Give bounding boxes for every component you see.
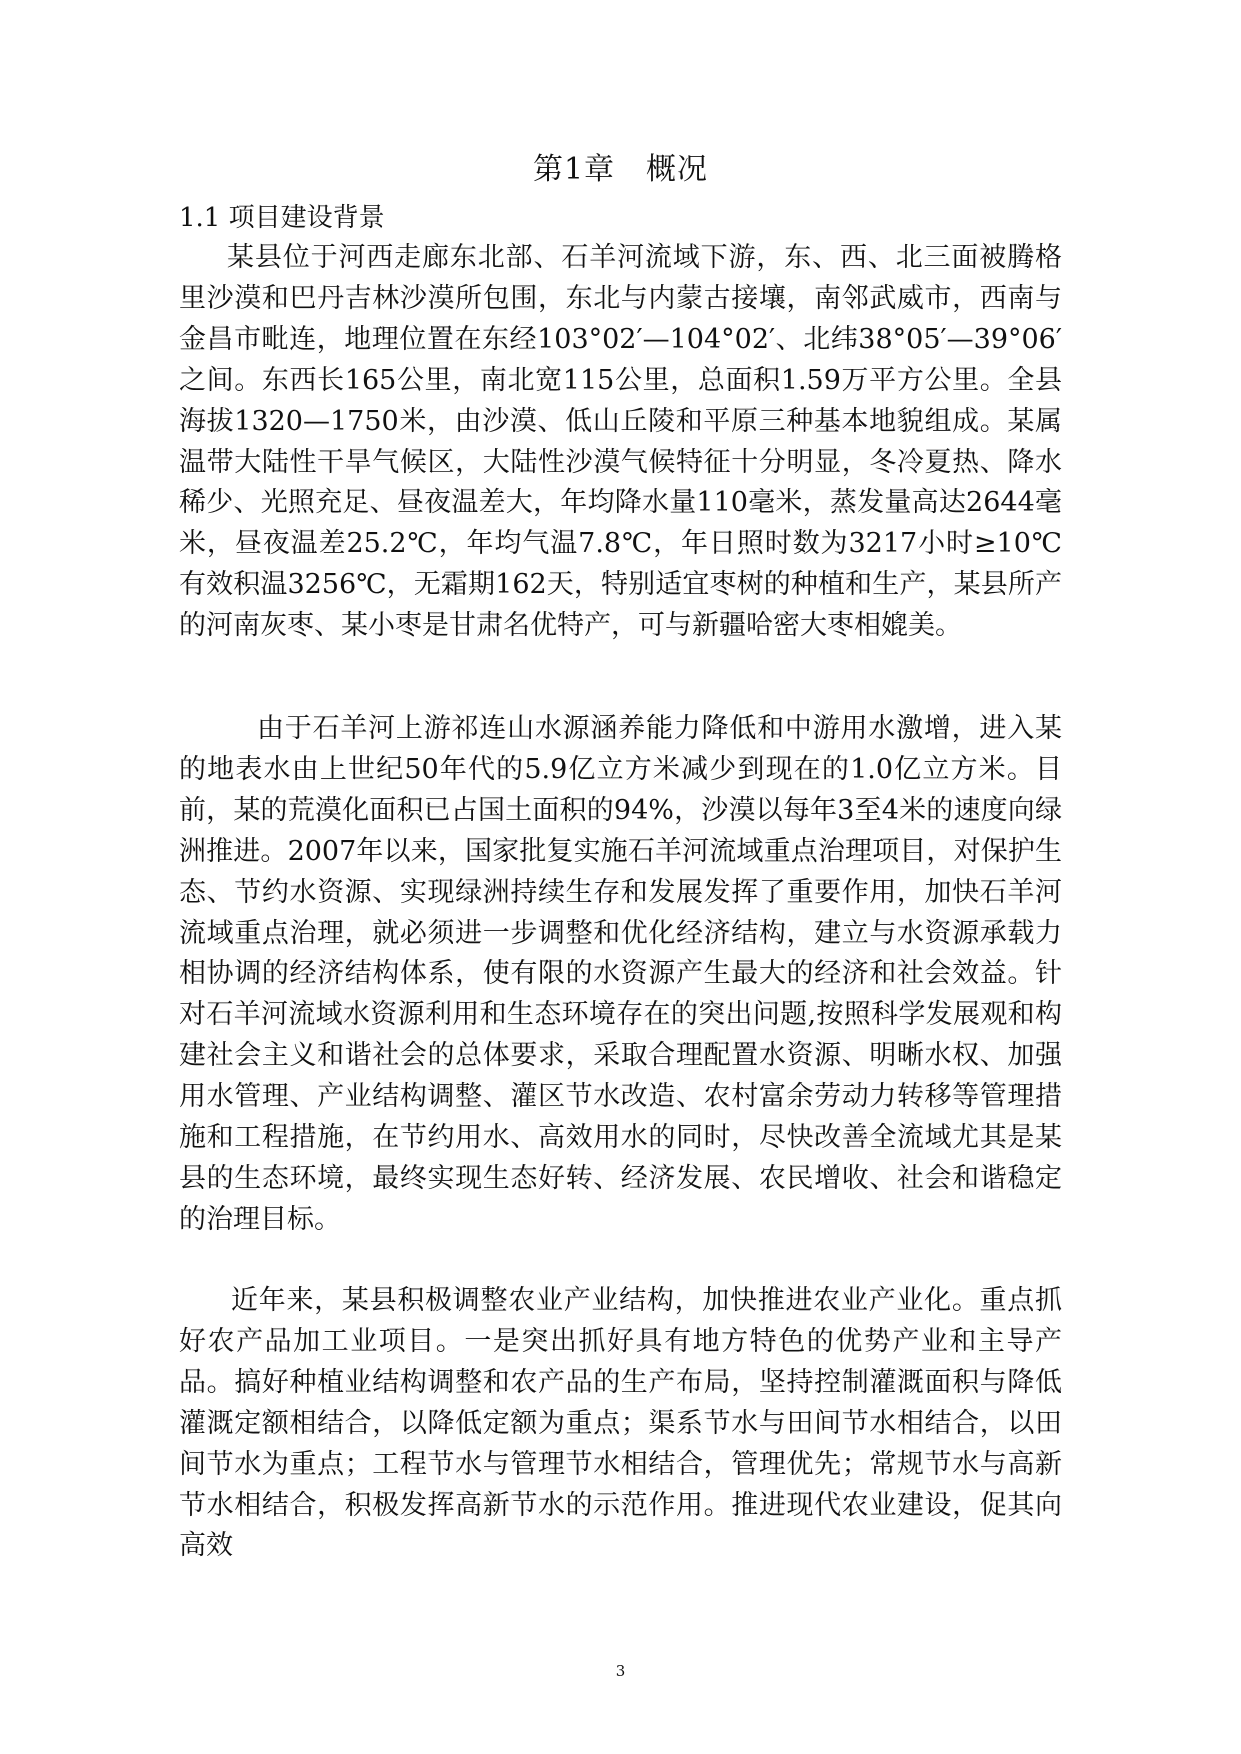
paragraph-geography: 某县位于河西走廊东北部、石羊河流域下游，东、西、北三面被腾格里沙漠和巴丹吉林沙漠所包围，东北与内蒙古接壤，南邻武威市，西南与金昌市毗连，地理位置在东经103°02′—104°02′、北纬38°05′—39°06′之间。东西长165公里，南北宽115公里，总面积1.59万平方公里。全县海拔1320—1750米，由沙漠、低山丘陵和平原三种基本地貌组成。某属温带大陆性干旱气候区，大陆性沙漠气候特征十分明显，冬冷夏热、降水稀少、光照充足、昼夜温差大，年均降水量110毫米，蒸发量高达2644毫米，昼夜温差25.2℃，年均气温7.8℃，年日照时数为3217小时≥10℃有效积温3256℃，无霜期162天，特别适宜枣树的种植和生产，某县所产的河南灰枣、某小枣是甘肃名优特产，可与新疆哈密大枣相媲美。 [179, 242, 1062, 642]
chapter-title: 第1章 概况 [532, 152, 709, 187]
section-heading: 1.1 项目建设背景 [179, 203, 385, 233]
paragraph-agriculture: 近年来，某县积极调整农业产业结构，加快推进农业产业化。重点抓好农产品加工业项目。一是突出抓好具有地方特色的优势产业和主导产品。搞好种植业结构调整和农产品的生产布局，坚持控制灌溉面积与降低灌溉定额相结合，以降低定额为重点；渠系节水与田间节水相结合，以田间节水为重点；工程节水与管理节水相结合，管理优先；常规节水与高新节水相结合，积极发挥高新节水的示范作用。推进现代农业建设，促其向高效 [179, 1285, 1062, 1562]
page-number: 3 [615, 1662, 626, 1680]
paragraph-water-resources: 由于石羊河上游祁连山水源涵养能力降低和中游用水激增，进入某的地表水由上世纪50年代的5.9亿立方米减少到现在的1.0亿立方米。目前，某的荒漠化面积已占国土面积的94%，沙漠以每年3至4米的速度向绿洲推进。2007年以来，国家批复实施石羊河流域重点治理项目，对保护生态、节约水资源、实现绿洲持续生存和发展发挥了重要作用，加快石羊河流域重点治理，就必须进一步调整和优化经济结构，建立与水资源承载力相协调的经济结构体系，使有限的水资源产生最大的经济和社会效益。针对石羊河流域水资源利用和生态环境存在的突出问题,按照科学发展观和构建社会主义和谐社会的总体要求，采取合理配置水资源、明晰水权、加强用水管理、产业结构调整、灌区节水改造、农村富余劳动力转移等管理措施和工程措施，在节约用水、高效用水的同时，尽快改善全流域尤其是某县的生态环境，最终实现生态好转、经济发展、农民增收、社会和谐稳定的治理目标。 [179, 713, 1062, 1235]
